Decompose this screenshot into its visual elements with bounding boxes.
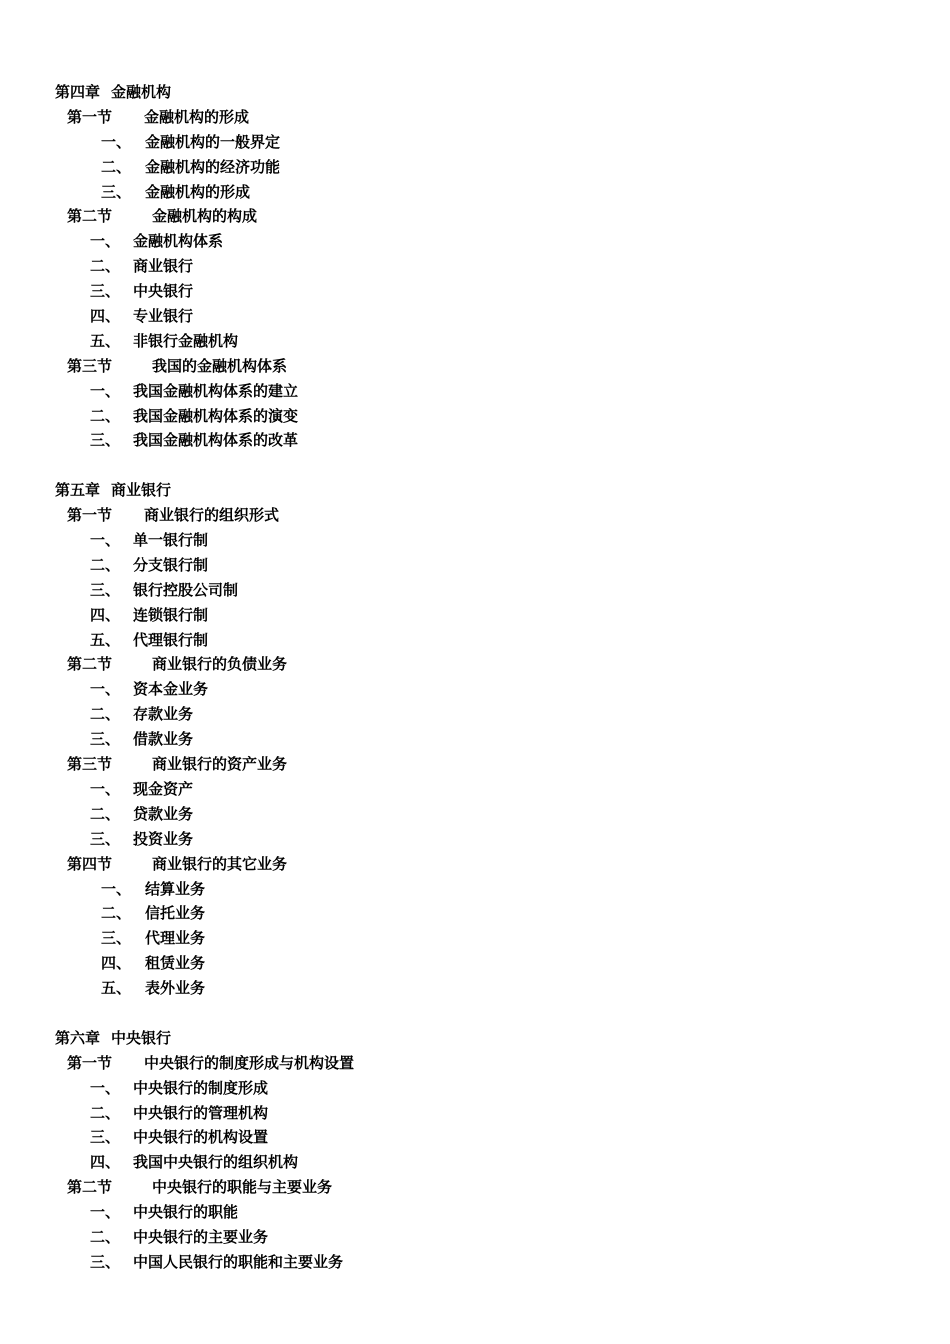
item-number: 一、 xyxy=(90,381,121,400)
section-title: 我国的金融机构体系 xyxy=(152,356,288,375)
item-text: 投资业务 xyxy=(133,829,194,848)
list-item xyxy=(0,578,950,603)
list-item xyxy=(0,304,950,329)
section-label: 第一节 xyxy=(67,1053,113,1072)
section-title: 金融机构的形成 xyxy=(144,107,250,126)
list-item xyxy=(0,677,950,702)
chapter-label: 第六章 xyxy=(55,1028,101,1047)
item-text: 贷款业务 xyxy=(133,804,194,823)
section-heading xyxy=(0,354,950,379)
list-item xyxy=(0,802,950,827)
section-label: 第三节 xyxy=(67,755,113,774)
section-heading xyxy=(0,503,950,528)
item-number: 三、 xyxy=(101,182,132,201)
list-item xyxy=(0,976,950,1001)
list-item xyxy=(0,877,950,902)
list-item xyxy=(0,1150,950,1175)
section-label: 第一节 xyxy=(67,107,113,126)
item-text: 我国金融机构体系的演变 xyxy=(133,406,299,425)
item-text: 银行控股公司制 xyxy=(133,580,239,599)
list-item xyxy=(0,379,950,404)
item-text: 结算业务 xyxy=(145,879,206,898)
item-number: 四、 xyxy=(90,307,121,326)
list-item xyxy=(0,254,950,279)
item-number: 一、 xyxy=(90,680,121,699)
chapter-heading xyxy=(0,1026,950,1051)
item-number: 二、 xyxy=(90,406,121,425)
item-text: 租赁业务 xyxy=(145,954,206,973)
item-text: 金融机构的经济功能 xyxy=(145,157,281,176)
item-number: 三、 xyxy=(101,929,132,948)
item-text: 中央银行的制度形成 xyxy=(133,1078,269,1097)
section-title: 中央银行的职能与主要业务 xyxy=(152,1178,333,1197)
item-number: 五、 xyxy=(90,331,121,350)
item-text: 中央银行的管理机构 xyxy=(133,1103,269,1122)
section-heading xyxy=(0,105,950,130)
item-number: 三、 xyxy=(90,1128,121,1147)
item-number: 一、 xyxy=(90,1203,121,1222)
item-text: 中央银行 xyxy=(133,282,194,301)
item-number: 四、 xyxy=(90,1153,121,1172)
item-number: 二、 xyxy=(90,804,121,823)
list-item xyxy=(0,329,950,354)
section-title: 商业银行的资产业务 xyxy=(152,755,288,774)
chapter-label: 第四章 xyxy=(55,83,101,101)
item-number: 一、 xyxy=(90,779,121,798)
item-number: 二、 xyxy=(101,157,132,176)
list-item xyxy=(0,727,950,752)
section-title: 中央银行的制度形成与机构设置 xyxy=(144,1053,355,1072)
item-text: 单一银行制 xyxy=(133,531,209,550)
item-number: 二、 xyxy=(101,904,132,923)
section-label: 第四节 xyxy=(67,854,113,873)
list-item xyxy=(0,1125,950,1150)
section-label: 第二节 xyxy=(67,655,113,674)
item-text: 我国金融机构体系的建立 xyxy=(133,381,299,400)
blank-line xyxy=(0,453,950,478)
item-text: 代理银行制 xyxy=(133,630,209,649)
item-text: 表外业务 xyxy=(145,979,206,998)
list-item xyxy=(0,180,950,205)
item-number: 二、 xyxy=(90,555,121,574)
item-number: 五、 xyxy=(101,979,132,998)
item-number: 一、 xyxy=(101,132,132,151)
item-text: 代理业务 xyxy=(145,929,206,948)
chapter-title: 商业银行 xyxy=(111,481,172,500)
section-label: 第二节 xyxy=(67,1178,113,1197)
item-text: 中央银行的主要业务 xyxy=(133,1227,269,1246)
item-text: 分支银行制 xyxy=(133,555,209,574)
list-item xyxy=(0,528,950,553)
list-item xyxy=(0,926,950,951)
list-item xyxy=(0,279,950,304)
item-text: 资本金业务 xyxy=(133,680,209,699)
section-heading xyxy=(0,204,950,229)
section-title: 商业银行的负债业务 xyxy=(152,655,288,674)
item-number: 二、 xyxy=(90,705,121,724)
section-title: 金融机构的构成 xyxy=(152,207,258,226)
item-text: 中央银行的职能 xyxy=(133,1203,239,1222)
list-item xyxy=(0,827,950,852)
item-text: 金融机构体系 xyxy=(133,232,224,251)
item-text: 信托业务 xyxy=(145,904,206,923)
item-number: 一、 xyxy=(90,1078,121,1097)
item-text: 我国中央银行的组织机构 xyxy=(133,1153,299,1172)
item-number: 三、 xyxy=(90,1252,121,1271)
section-title: 商业银行的其它业务 xyxy=(152,854,288,873)
list-item xyxy=(0,628,950,653)
item-text: 中央银行的机构设置 xyxy=(133,1128,269,1147)
list-item xyxy=(0,229,950,254)
item-text: 现金资产 xyxy=(133,779,194,798)
item-text: 商业银行 xyxy=(133,257,194,276)
list-item xyxy=(0,553,950,578)
item-number: 四、 xyxy=(101,954,132,973)
list-item xyxy=(0,901,950,926)
chapter-label: 第五章 xyxy=(55,481,101,500)
item-number: 一、 xyxy=(90,232,121,251)
section-label: 第三节 xyxy=(67,356,113,375)
list-item xyxy=(0,1225,950,1250)
item-text: 中国人民银行的职能和主要业务 xyxy=(133,1252,344,1271)
list-item xyxy=(0,1200,950,1225)
section-label: 第二节 xyxy=(67,207,113,226)
section-heading xyxy=(0,752,950,777)
chapter-title: 金融机构 xyxy=(111,83,172,101)
section-label: 第一节 xyxy=(67,506,113,525)
item-number: 二、 xyxy=(90,257,121,276)
item-number: 四、 xyxy=(90,605,121,624)
list-item xyxy=(0,702,950,727)
item-text: 连锁银行制 xyxy=(133,605,209,624)
list-item xyxy=(0,404,950,429)
item-number: 三、 xyxy=(90,730,121,749)
item-text: 专业银行 xyxy=(133,307,194,326)
section-heading xyxy=(0,652,950,677)
list-item xyxy=(0,951,950,976)
item-number: 三、 xyxy=(90,282,121,301)
list-item xyxy=(0,155,950,180)
section-heading xyxy=(0,852,950,877)
chapter-heading xyxy=(0,478,950,503)
chapter-title: 中央银行 xyxy=(111,1028,172,1047)
list-item xyxy=(0,1076,950,1101)
list-item xyxy=(0,428,950,453)
item-number: 五、 xyxy=(90,630,121,649)
list-item xyxy=(0,1250,950,1275)
list-item xyxy=(0,603,950,628)
blank-line xyxy=(0,1001,950,1026)
document-outline xyxy=(0,80,950,1275)
item-text: 非银行金融机构 xyxy=(133,331,239,350)
item-number: 三、 xyxy=(90,580,121,599)
item-text: 存款业务 xyxy=(133,705,194,724)
section-heading xyxy=(0,1175,950,1200)
item-number: 三、 xyxy=(90,431,121,450)
item-number: 一、 xyxy=(101,879,132,898)
item-number: 二、 xyxy=(90,1227,121,1246)
section-title: 商业银行的组织形式 xyxy=(144,506,280,525)
chapter-heading xyxy=(0,80,950,105)
item-text: 借款业务 xyxy=(133,730,194,749)
section-heading xyxy=(0,1051,950,1076)
item-text: 金融机构的一般界定 xyxy=(145,132,281,151)
item-number: 一、 xyxy=(90,531,121,550)
item-number: 二、 xyxy=(90,1103,121,1122)
list-item xyxy=(0,130,950,155)
list-item xyxy=(0,1101,950,1126)
item-text: 金融机构的形成 xyxy=(145,182,251,201)
item-text: 我国金融机构体系的改革 xyxy=(133,431,299,450)
item-number: 三、 xyxy=(90,829,121,848)
list-item xyxy=(0,777,950,802)
